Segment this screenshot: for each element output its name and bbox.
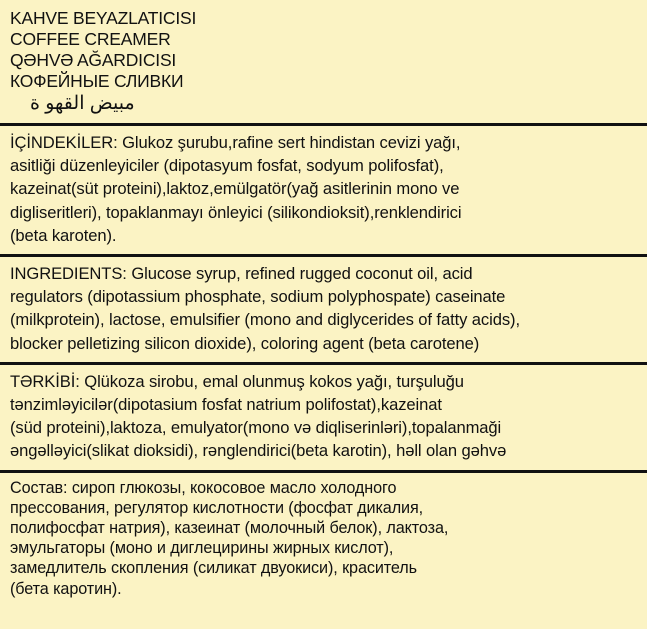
ingredients-azerbaijani — [10, 370, 637, 463]
ingredients-russian — [10, 478, 637, 599]
product-titles — [10, 8, 637, 116]
ingredients-turkish-line: asitliği düzenleyiciler (dipotasyum fosfat, sodyum polifosfat), — [10, 156, 444, 176]
ingredients-turkish — [10, 131, 637, 247]
ingredients-azerbaijani-line: tənzimləyicilər(dipotasium fosfat natrium polifostat),kazeinat — [10, 395, 442, 415]
ingredients-azerbaijani-line: (süd proteini),laktoza, emulyator(mono və diqliserinləri),topalanmaği — [10, 418, 502, 438]
title-russian: КОФЕЙНЫЕ СЛИВКИ — [10, 71, 184, 91]
ingredients-turkish-line: kazeinat(süt proteini),laktoz,emülgatör(yağ asitlerinin mono ve — [10, 179, 460, 199]
ingredients-russian-line: Состав: сироп глюкозы, кокосовое масло холодного — [10, 478, 397, 497]
title-english: COFFEE CREAMER — [10, 29, 171, 49]
ingredients-russian-line: замедлитель скопления (силикат двуокиси), краситель — [10, 559, 417, 578]
ingredients-turkish-line: digliseritleri), topaklanmayı önleyici (silikondioksit),renklendirici — [10, 202, 462, 222]
ingredients-azerbaijani-line: TƏRKİBİ: Qlükoza sirobu, emal olunmuş kokos yağı, turşuluğu — [10, 371, 464, 391]
divider-1 — [0, 123, 647, 126]
ingredients-english-line: (milkprotein), lactose, emulsifier (mono and diglycerides of fatty acids), — [10, 310, 520, 330]
ingredients-russian-line: (бета каротин). — [10, 579, 122, 598]
ingredients-turkish-line: İÇİNDEKİLER: Glukoz şurubu,rafine sert hindistan cevizi yağı, — [10, 133, 461, 152]
ingredients-english-line: blocker pelletizing silicon dioxide), coloring agent (beta carotene) — [10, 333, 480, 353]
ingredients-russian-line: прессования, регулятор кислотности (фосфат дикалия, — [10, 498, 424, 517]
ingredients-russian-line: полифосфат натрия), казеинат (молочный белок), лактоза, — [10, 519, 449, 538]
ingredients-azerbaijani-line: əngəlləyici(slikat dioksidi), rənglendirici(beta karotin), həll olan gəhvə — [10, 441, 507, 461]
divider-2 — [0, 254, 647, 257]
ingredients-english-line: INGREDIENTS: Glucose syrup, refined rugged coconut oil, acid — [10, 264, 473, 284]
ingredients-english — [10, 262, 637, 355]
ingredients-russian-line: эмульгаторы (моно и диглецирины жирных кислот), — [10, 539, 394, 558]
title-turkish: KAHVE BEYAZLATICISI — [10, 8, 197, 28]
title-arabic: مبيض القهو ة — [30, 93, 135, 114]
divider-4 — [0, 470, 647, 473]
ingredients-turkish-line: (beta karoten). — [10, 225, 117, 245]
divider-3 — [0, 362, 647, 365]
ingredients-english-line: regulators (dipotassium phosphate, sodium polyphospate) caseinate — [10, 287, 506, 307]
title-azerbaijani: QƏHVƏ AĞARDICISI — [10, 50, 177, 70]
